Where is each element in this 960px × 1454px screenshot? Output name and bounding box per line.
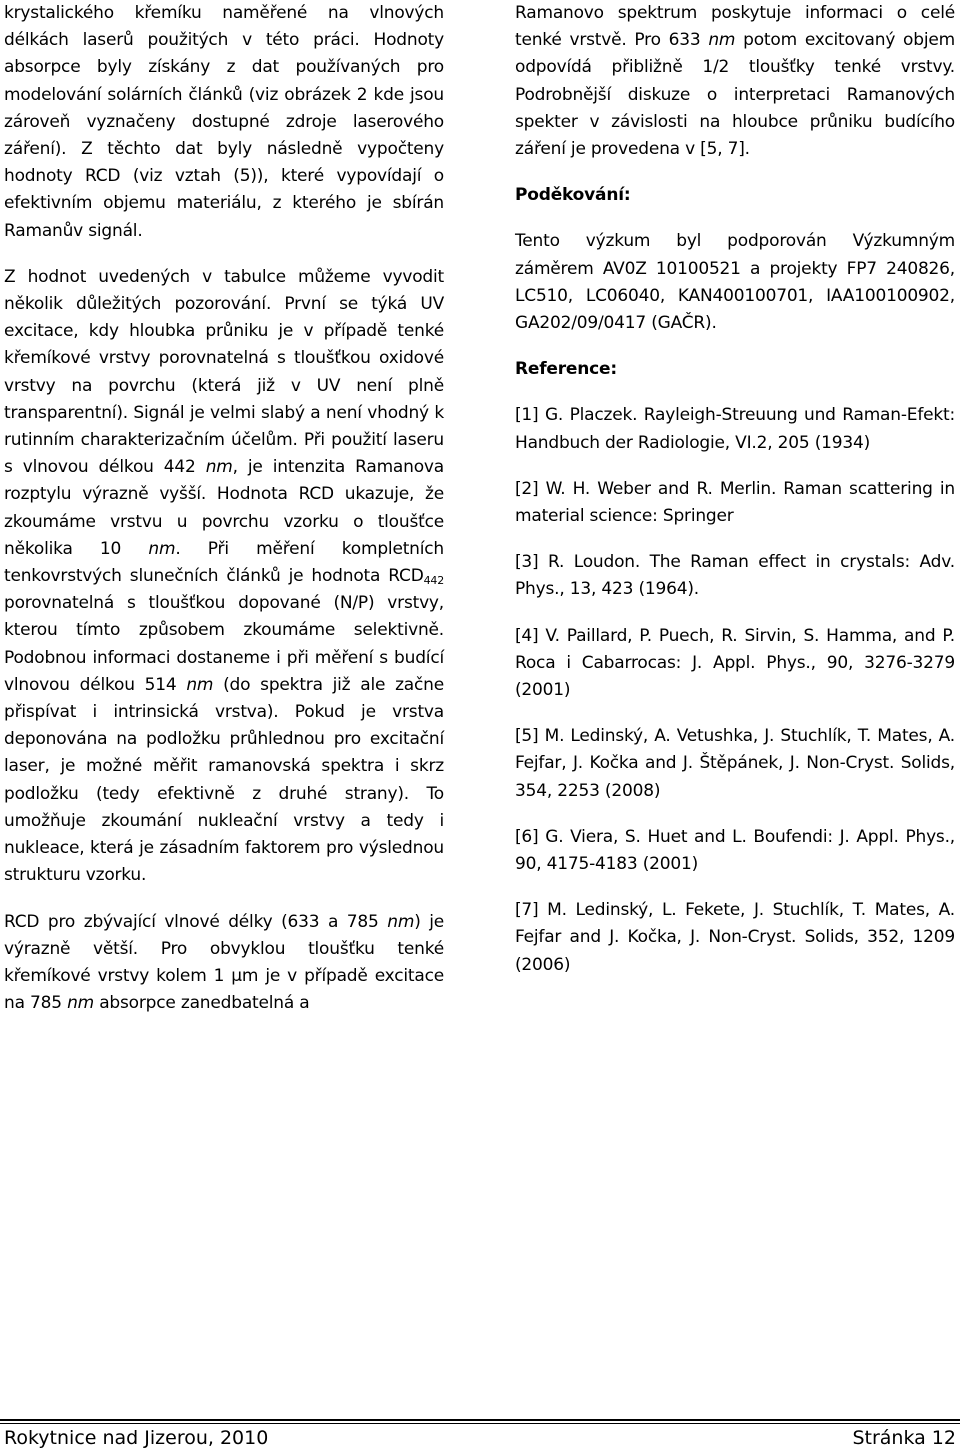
reference-item: [2] W. H. Weber and R. Merlin. Raman scattering in material science: Springer xyxy=(515,478,955,527)
page-number: Stránka 12 xyxy=(852,1427,956,1449)
paragraph-raman-spectrum: Ramanovo spektrum poskytuje informaci o celé tenké vrstvě. Pro 633 nm potom excitovaný objem odpovídá přibližně 1/2 tloušťky tenké vrstvy. Podrobnější diskuze o interpretaci Ramanových spekter v závislosti na hloubce průniku budícího záření je provedena v [5, 7]. xyxy=(515,3,955,160)
reference-item: [3] R. Loudon. The Raman effect in crystals: Adv. Phys., 13, 423 (1964). xyxy=(515,552,955,600)
footer-location: Rokytnice nad Jizerou, 2010 xyxy=(4,1427,269,1449)
acknowledgement-heading: Poděkování: xyxy=(515,185,631,206)
reference-item: [7] M. Ledinský, L. Fekete, J. Stuchlík, T. Mates, A. Fejfar and J. Kočka, J. Non-Cryst. Solids, 352, 1209 (2006) xyxy=(515,900,955,975)
reference-item: [6] G. Viera, S. Huet and L. Boufendi: J. Appl. Phys., 90, 4175-4183 (2001) xyxy=(515,826,955,875)
reference-item: [4] V. Paillard, P. Puech, R. Sirvin, S. Hamma, and P. Roca i Cabarrocas: J. Appl. Phys., 90, 3276-3279 (2001) xyxy=(515,625,955,701)
acknowledgement-text: Tento výzkum byl podporován Výzkumným záměrem AV0Z 10100521 a projekty FP7 240826, LC510, LC06040, KAN400100701, IAA100100902, GA202/09/0417 (GAČR). xyxy=(515,231,955,334)
page-footer xyxy=(4,1424,956,1452)
left-column xyxy=(4,0,444,1036)
right-column xyxy=(515,0,955,998)
paragraph-rcd-remaining: RCD pro zbývající vlnové délky (633 a 785 nm) je výrazně větší. Pro obvyklou tloušťku tenké křemíkové vrstvy kolem 1 μm je v případě excitace na 785 nm absorpce zanedbatelná a xyxy=(4,911,445,1014)
reference-item: [1] G. Placzek. Rayleigh-Streuung und Raman-Efekt: Handbuch der Radiologie, VI.2, 205 (1934) xyxy=(515,405,955,453)
reference-item: [5] M. Ledinský, A. Vetushka, J. Stuchlík, T. Mates, A. Fejfar, J. Kočka and J. Štěpánek, J. Non-Cryst. Solids, 354, 2253 (2008) xyxy=(515,726,955,801)
paragraph-absorption-data: krystalického křemíku naměřené na vlnových délkách laserů použitých v této práci. Hodnoty absorpce byly získány z dat používaných pro modelování solárních článků (viz obrázek 2 kde jsou zároveň vyznačeny dostupné zdroje laserového záření). Z těchto dat byly následně vypočteny hodnoty RCD (viz vztah (5)), které vypovídají o efektivním objemu materiálu, z kterého je sbírán Ramanův signál. xyxy=(4,3,444,241)
paragraph-observations: Z hodnot uvedených v tabulce můžeme vyvodit několik důležitých pozorování. První se týká UV excitace, kdy hloubka průniku je v případě tenké křemíkové vrstvy porovnatelná s tloušťkou oxidové vrstvy na povrchu (která již v UV není plně transparentní). Signál je velmi slabý a není vhodný k rutinním charakterizačním účelům. Při použití laseru s vlnovou délkou 442 nm, je intenzita Ramanova rozptylu výrazně vyšší. Hodnota RCD ukazuje, že zkoumáme vrstvu u povrchu vzorku o tloušťce několika 10 nm. Při měření kompletních tenkovrstvých slunečních článků je hodnota $RCD_{442}$ porovnatelná s tloušťkou dopované (N/P) vrstvy, kterou tímto způsobem zkoumáme selektivně. Podobnou informaci dostaneme i při měření s budící vlnovou délkou 514 nm (do spektra již ale začne přispívat i intrinsická vrstva). Pokud je vrstva deponována na podložku průhlednou pro excitační laser, je možné měřit ramanovská spektra i skrz podložku (tedy efektivně z druhé strany). To umožňuje zkoumání nukleační vrstvy a tedy i nukleace, která je zásadním faktorem pro výslednou strukturu vzorku. xyxy=(4,266,444,886)
references-heading: Reference: xyxy=(515,359,617,380)
footer-divider xyxy=(0,1419,960,1421)
